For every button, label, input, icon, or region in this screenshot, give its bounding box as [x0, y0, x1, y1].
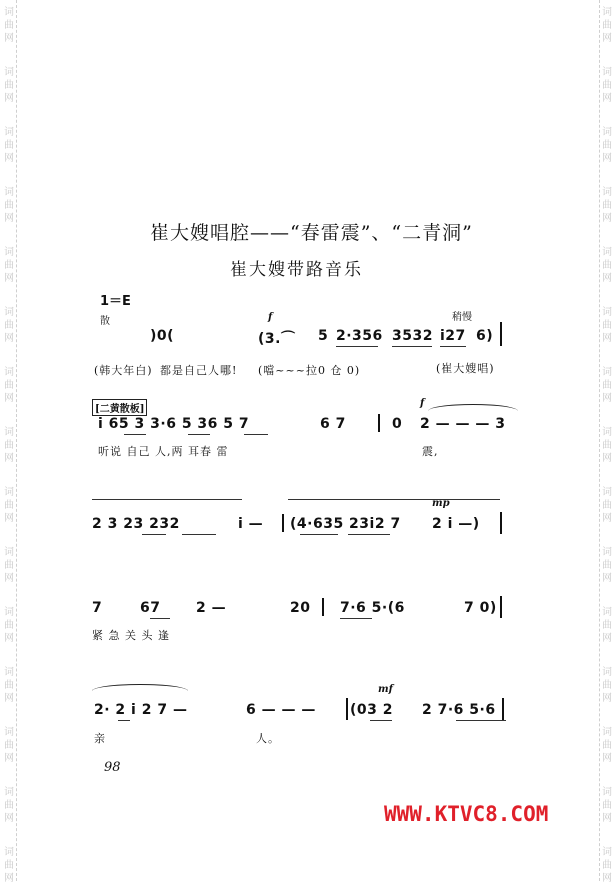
beam-line — [244, 434, 268, 435]
barline — [346, 698, 348, 720]
barline — [500, 322, 502, 346]
side-watermark-text: 词 曲 网 — [4, 847, 14, 884]
side-watermark-text: 词 曲 网 — [4, 547, 14, 584]
side-watermark-text: 词 曲 网 — [602, 547, 612, 584]
dynamic-marking: mf — [378, 684, 393, 695]
notes-segment: 2 3 23 232 — [92, 516, 180, 532]
notes-segment: 7 0) — [464, 600, 497, 616]
notes-segment: 6) — [476, 328, 494, 344]
notes-segment: 20 — [290, 600, 311, 616]
slur — [92, 684, 188, 691]
tempo-marking: 散 — [100, 316, 110, 327]
notes-segment: (3.⌒ — [258, 331, 296, 347]
side-watermark-text: 词 曲 网 — [4, 487, 14, 524]
side-watermark-text: 词 曲 网 — [4, 7, 14, 44]
notes-segment: i — — [238, 516, 264, 532]
notes-segment: 2 i —) — [432, 516, 480, 532]
notes-segment: 2·356 — [336, 328, 383, 344]
slur-line — [92, 499, 242, 500]
side-watermark-text: 词 曲 网 — [4, 607, 14, 644]
beam-line — [182, 534, 216, 535]
beam-line — [188, 434, 210, 435]
notes-segment: 2· 2 i 2 7 — — [94, 702, 188, 718]
slur — [428, 404, 518, 411]
page-title: 崔大嫂唱腔——“春雷震”、“二青洞” — [150, 222, 473, 244]
lyric-word: 亲 — [94, 732, 106, 745]
side-watermark-text: 词 曲 网 — [602, 607, 612, 644]
beam-line — [456, 720, 506, 721]
beam-line — [348, 534, 390, 535]
side-watermark-text: 词 曲 网 — [4, 127, 14, 164]
beam-line — [392, 346, 432, 347]
beam-line — [142, 534, 166, 535]
beam-line — [150, 618, 170, 619]
lyric-word: 人。 — [256, 732, 280, 745]
side-watermark-text: 词 曲 网 — [602, 247, 612, 284]
barline — [322, 598, 324, 616]
singer-label: (崔大嫂唱) — [436, 362, 495, 375]
side-watermark-text: 词 曲 网 — [602, 187, 612, 224]
brand-watermark: WWW.KTVC8.COM — [384, 802, 549, 826]
notes-segment: 2 — — [196, 600, 227, 616]
notes-segment: 5 — [318, 328, 329, 344]
lyrics-line: 听说 自己 人,两 耳春 雷 — [98, 445, 229, 458]
dynamic-marking: mp — [432, 498, 450, 509]
side-watermark-text: 词 曲 网 — [602, 847, 612, 884]
right-watermark-strip — [599, 0, 614, 884]
key-signature: 1＝E — [100, 294, 131, 309]
notes-segment: 6 7 — [320, 416, 346, 432]
beam-line — [340, 618, 372, 619]
side-watermark-text: 词 曲 网 — [602, 307, 612, 344]
spoken-line: 都是自己人哪! — [160, 364, 238, 377]
beam-line — [336, 346, 378, 347]
notes-segment: 2 — — — 3 — [420, 416, 506, 432]
barline — [378, 414, 380, 432]
notes-segment: 7 — [92, 600, 103, 616]
notes-intro: )0( — [150, 328, 175, 344]
beam-line — [440, 346, 466, 347]
notes-segment: 0 — [392, 416, 403, 432]
percussion-cue: (噹~~~拉0 仓 0) — [258, 364, 361, 377]
side-watermark-text: 词 曲 网 — [602, 7, 612, 44]
left-watermark-strip — [2, 0, 17, 884]
side-watermark-text: 词 曲 网 — [602, 667, 612, 704]
side-watermark-text: 词 曲 网 — [4, 667, 14, 704]
page-subtitle: 崔大嫂带路音乐 — [230, 260, 363, 280]
notes-segment: 2 7·6 5·6 — [422, 702, 496, 718]
notes-segment: 67 — [140, 600, 161, 616]
speaker-label: (韩大年白) — [94, 364, 153, 377]
beam-line — [300, 534, 338, 535]
barline — [502, 698, 504, 720]
notes-segment: i 65 3 3·6 5 36 5 7 — [98, 416, 250, 432]
side-watermark-text: 词 曲 网 — [602, 727, 612, 764]
side-watermark-text: 词 曲 网 — [602, 427, 612, 464]
barline — [500, 512, 502, 534]
beam-line — [118, 720, 130, 721]
side-watermark-text: 词 曲 网 — [602, 487, 612, 524]
notes-segment: 3532 — [392, 328, 433, 344]
lyrics-line: 紧 急 关 头 逢 — [92, 629, 170, 642]
dynamic-marking: f — [420, 398, 425, 409]
notes-segment: (4·635 23i2 7 — [290, 516, 401, 532]
side-watermark-text: 词 曲 网 — [4, 787, 14, 824]
side-watermark-text: 词 曲 网 — [4, 67, 14, 104]
dynamic-marking: f — [268, 312, 273, 323]
beam-line — [124, 434, 146, 435]
page-number: 98 — [104, 760, 121, 775]
notes-segment: 7·6 5·(6 — [340, 600, 405, 616]
side-watermark-text: 词 曲 网 — [4, 187, 14, 224]
tempo-marking-2: 稍慢 — [452, 312, 472, 323]
slur-line — [288, 499, 500, 500]
side-watermark-text: 词 曲 网 — [602, 367, 612, 404]
side-watermark-text: 词 曲 网 — [4, 427, 14, 464]
barline — [282, 514, 284, 532]
side-watermark-text: 词 曲 网 — [602, 67, 612, 104]
side-watermark-text: 词 曲 网 — [4, 247, 14, 284]
side-watermark-text: 词 曲 网 — [4, 727, 14, 764]
side-watermark-text: 词 曲 网 — [4, 367, 14, 404]
section-label: [二黄散板] — [92, 399, 147, 416]
side-watermark-text: 词 曲 网 — [602, 787, 612, 824]
lyrics-line: 震, — [422, 445, 439, 458]
beam-line — [370, 720, 392, 721]
barline — [500, 596, 502, 618]
notes-segment: (03 2 — [350, 702, 393, 718]
notes-segment: i27 — [440, 328, 466, 344]
side-watermark-text: 词 曲 网 — [602, 127, 612, 164]
notes-segment: 6 — — — — [246, 702, 316, 718]
side-watermark-text: 词 曲 网 — [4, 307, 14, 344]
